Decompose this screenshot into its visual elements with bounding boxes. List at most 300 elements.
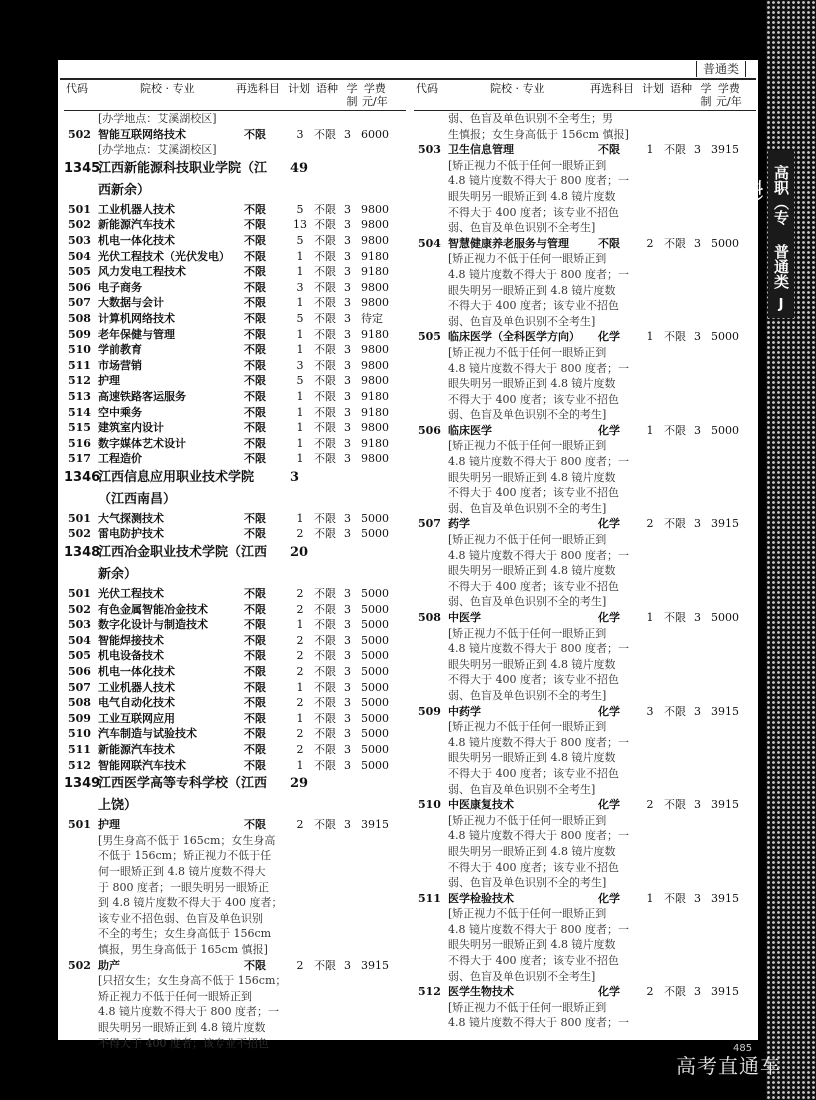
major-language: 不限 — [664, 423, 686, 437]
major-fee: 5000 — [361, 633, 389, 647]
school-row — [64, 467, 406, 489]
major-name: 大数据与会计 — [98, 296, 164, 310]
major-plan: 2 — [296, 649, 304, 663]
note-row — [64, 111, 406, 127]
major-language: 不限 — [664, 517, 686, 531]
major-subject: 不限 — [244, 602, 266, 616]
note-text: 4.8 镜片度数不得大于 800 度者；一 — [448, 735, 629, 749]
note-text: 4.8 镜片度数不得大于 800 度者；一 — [448, 1016, 629, 1030]
note-text: 4.8 镜片度数不得大于 800 度者；一 — [448, 548, 629, 562]
major-language: 不限 — [314, 633, 336, 647]
major-duration: 3 — [344, 818, 351, 832]
school-name: 江西新能源科技职业学院（江 — [98, 160, 268, 176]
major-subject: 不限 — [244, 421, 266, 435]
note-row — [414, 111, 756, 127]
note-text: 不得大于 400 度者；该专业不招色 — [448, 954, 619, 968]
major-name: 机电设备技术 — [98, 649, 164, 663]
note-text: 4.8 镜片度数不得大于 800 度者；一 — [98, 1005, 279, 1019]
major-language: 不限 — [314, 696, 336, 710]
major-row — [414, 797, 756, 813]
major-plan: 1 — [646, 611, 654, 624]
col-duration-header: 学 制 — [346, 82, 358, 108]
major-plan: 2 — [296, 527, 304, 541]
major-code: 503 — [68, 233, 91, 247]
note-text: 何一眼矫正到 4.8 镜片度数不得大 — [98, 864, 266, 878]
school-code: 1348 — [64, 545, 101, 561]
major-language: 不限 — [314, 405, 336, 419]
school-row-continued — [64, 795, 406, 817]
note-row — [414, 407, 756, 423]
col-language-header: 语种 — [316, 82, 338, 95]
major-row — [64, 711, 406, 727]
major-duration: 3 — [344, 127, 351, 141]
note-text: [办学地点：艾溪湖校区] — [98, 143, 217, 157]
major-duration: 3 — [344, 602, 351, 616]
major-name: 有色金属智能冶金技术 — [98, 602, 208, 616]
major-fee: 9180 — [361, 405, 389, 419]
page-number: 485 — [733, 1043, 753, 1054]
major-subject: 不限 — [244, 958, 266, 972]
note-text: 不得大于 400 度者；该专业不招色 — [448, 299, 619, 313]
major-plan: 1 — [296, 389, 304, 403]
major-language: 不限 — [314, 202, 336, 216]
note-row — [414, 283, 756, 299]
major-name: 建筑室内设计 — [98, 421, 164, 435]
major-language: 不限 — [664, 798, 686, 812]
major-plan: 1 — [296, 758, 304, 772]
major-plan: 2 — [296, 818, 304, 832]
note-text: [办学地点：艾溪湖校区] — [98, 112, 217, 125]
major-language: 不限 — [314, 818, 336, 832]
note-row — [64, 864, 406, 880]
school-name: 江西医学高等专科学校（江西 — [98, 776, 268, 792]
note-text: 不得大于 400 度者；该专业不招色 — [448, 579, 619, 593]
major-plan: 1 — [296, 680, 304, 694]
major-row — [64, 436, 406, 452]
major-row — [64, 617, 406, 633]
major-code: 510 — [68, 727, 91, 741]
note-text: 眼失明另一眼矫正到 4.8 镜片度数 — [448, 844, 616, 858]
school-row — [64, 542, 406, 564]
right-column — [414, 80, 756, 1040]
school-name-continued: 西新余） — [98, 182, 151, 198]
major-plan: 5 — [296, 374, 304, 388]
note-text: [矫正视力不低于任何一眼矫正到 — [448, 533, 607, 547]
school-code: 1345 — [64, 160, 101, 176]
note-row — [414, 953, 756, 969]
major-row — [64, 233, 406, 249]
note-text: 4.8 镜片度数不得大于 800 度者；一 — [448, 361, 629, 375]
note-row — [414, 766, 756, 782]
major-code: 516 — [68, 436, 91, 450]
major-duration: 3 — [344, 218, 351, 232]
note-row — [414, 657, 756, 673]
major-duration: 3 — [694, 798, 701, 812]
major-row — [64, 695, 406, 711]
major-subject: 化学 — [598, 985, 620, 999]
major-subject: 不限 — [244, 711, 266, 725]
major-fee: 5000 — [361, 587, 389, 601]
school-code: 1346 — [64, 469, 101, 485]
note-text: [矫正视力不低于任何一眼矫正到 — [448, 439, 607, 453]
major-plan: 3 — [296, 358, 304, 372]
note-text: 不得大于 400 度者；该专业不招色 — [448, 486, 619, 500]
major-name: 医学生物技术 — [448, 985, 514, 999]
major-duration: 3 — [344, 296, 351, 310]
major-name: 中药学 — [448, 704, 481, 718]
note-row — [414, 937, 756, 953]
major-code: 503 — [68, 618, 91, 632]
major-subject: 不限 — [244, 202, 266, 216]
major-duration: 3 — [344, 727, 351, 741]
major-plan: 2 — [296, 727, 304, 741]
major-duration: 3 — [694, 423, 701, 437]
school-name-continued: 上饶） — [98, 798, 138, 814]
major-subject: 不限 — [244, 343, 266, 357]
major-name: 智能网联汽车技术 — [98, 758, 186, 772]
major-duration: 3 — [344, 327, 351, 341]
major-duration: 3 — [344, 374, 351, 388]
watermark-text: 高考直通车 — [676, 1054, 781, 1078]
major-code: 501 — [68, 587, 91, 601]
major-duration: 3 — [344, 452, 351, 466]
note-row — [414, 594, 756, 610]
note-text: [矫正视力不低于任何一眼矫正到 — [448, 252, 607, 266]
major-plan: 2 — [296, 665, 304, 679]
note-row — [414, 298, 756, 314]
major-plan: 1 — [646, 423, 654, 437]
note-row — [64, 942, 406, 958]
major-row — [414, 704, 756, 720]
major-name: 工业机器人技术 — [98, 202, 175, 216]
major-duration: 3 — [344, 587, 351, 601]
major-code: 502 — [68, 602, 91, 616]
major-language: 不限 — [664, 330, 686, 344]
major-subject: 不限 — [244, 265, 266, 279]
major-fee: 3915 — [361, 958, 389, 972]
major-code: 509 — [68, 327, 91, 341]
major-plan: 2 — [646, 236, 654, 250]
major-row — [64, 817, 406, 833]
major-row — [64, 264, 406, 280]
note-row — [414, 485, 756, 501]
major-plan: 1 — [646, 330, 654, 344]
major-duration: 3 — [344, 421, 351, 435]
major-code: 502 — [68, 958, 91, 972]
major-duration: 3 — [344, 618, 351, 632]
school-name: 江西冶金职业技术学院（江西 — [98, 545, 268, 561]
major-language: 不限 — [314, 436, 336, 450]
note-text: 眼失明另一眼矫正到 4.8 镜片度数 — [98, 1020, 266, 1034]
major-language: 不限 — [314, 127, 336, 141]
major-plan: 2 — [646, 517, 654, 531]
major-plan: 1 — [646, 143, 654, 157]
side-tab-letter: J — [768, 292, 794, 318]
major-language: 不限 — [664, 236, 686, 250]
major-fee: 9800 — [361, 233, 389, 247]
major-duration: 3 — [694, 891, 701, 905]
major-language: 不限 — [314, 389, 336, 403]
major-fee: 3915 — [711, 517, 739, 531]
major-subject: 不限 — [244, 587, 266, 601]
major-fee: 5000 — [711, 423, 739, 437]
major-subject: 不限 — [244, 452, 266, 466]
major-row — [414, 329, 756, 345]
left-rows — [64, 111, 406, 1051]
col-school-major-header: 院校 · 专业 — [490, 82, 545, 95]
major-subject: 不限 — [244, 436, 266, 450]
major-plan: 1 — [296, 296, 304, 310]
note-row — [414, 750, 756, 766]
major-language: 不限 — [314, 280, 336, 294]
major-name: 工程造价 — [98, 452, 142, 466]
major-fee: 5000 — [361, 758, 389, 772]
major-plan: 2 — [296, 743, 304, 756]
note-text: 弱、色盲及单色识别不全考生] — [448, 782, 596, 796]
note-text: 弱、色盲及单色识别不全的考生] — [448, 408, 607, 422]
major-language: 不限 — [314, 587, 336, 601]
note-text: [矫正视力不低于任何一眼矫正到 — [448, 907, 607, 921]
major-row — [414, 610, 756, 626]
major-fee: 5000 — [361, 743, 389, 756]
major-language: 不限 — [314, 343, 336, 357]
major-subject: 不限 — [244, 218, 266, 232]
major-duration: 3 — [344, 958, 351, 972]
major-subject: 不限 — [244, 818, 266, 832]
major-plan: 1 — [296, 343, 304, 357]
major-code: 502 — [68, 218, 91, 232]
major-name: 中医学 — [448, 611, 481, 624]
major-plan: 1 — [296, 421, 304, 435]
major-plan: 1 — [296, 249, 304, 263]
major-code: 506 — [68, 665, 91, 679]
note-text: 4.8 镜片度数不得大于 800 度者；一 — [448, 267, 629, 281]
school-row-continued — [64, 564, 406, 586]
major-language: 不限 — [314, 665, 336, 679]
major-row — [64, 726, 406, 742]
note-text: 弱、色盲及单色识别不全的考生] — [448, 876, 607, 890]
major-name: 卫生信息管理 — [448, 143, 514, 157]
major-code: 502 — [68, 527, 91, 541]
major-code: 501 — [68, 511, 91, 525]
major-plan: 1 — [296, 618, 304, 632]
school-plan: 3 — [290, 469, 300, 485]
major-duration: 3 — [344, 389, 351, 403]
major-fee: 9180 — [361, 327, 389, 341]
major-plan: 13 — [293, 218, 307, 232]
major-fee: 5000 — [711, 236, 739, 250]
major-language: 不限 — [314, 358, 336, 372]
major-subject: 不限 — [244, 758, 266, 772]
note-row — [414, 392, 756, 408]
note-text: 不得大于 400 度者；该专业不招色 — [448, 673, 619, 687]
major-language: 不限 — [664, 611, 686, 624]
major-duration: 3 — [344, 343, 351, 357]
note-text: [矫正视力不低于任何一眼矫正到 — [448, 1000, 607, 1014]
note-row — [64, 989, 406, 1005]
major-subject: 不限 — [244, 743, 266, 756]
major-code: 512 — [68, 374, 91, 388]
major-name: 老年保健与管理 — [98, 327, 175, 341]
major-name: 机电一体化技术 — [98, 233, 175, 247]
major-duration: 3 — [344, 649, 351, 663]
major-name: 电子商务 — [98, 280, 142, 294]
note-row — [414, 688, 756, 704]
note-row — [64, 895, 406, 911]
major-plan: 1 — [296, 452, 304, 466]
major-duration: 3 — [344, 311, 351, 325]
note-text: [只招女生；女生身高不低于 156cm； — [98, 974, 287, 988]
major-code: 512 — [68, 758, 91, 772]
major-row — [64, 358, 406, 374]
major-row — [64, 280, 406, 296]
col-subject-header: 再选科目 — [590, 82, 634, 95]
school-row-continued — [64, 180, 406, 202]
major-duration: 3 — [344, 527, 351, 541]
major-fee: 5000 — [361, 618, 389, 632]
major-language: 不限 — [664, 143, 686, 157]
note-text: 不得大于 400 度者；该专业不招色 — [98, 1036, 269, 1050]
major-duration: 3 — [694, 985, 701, 999]
major-name: 新能源汽车技术 — [98, 218, 175, 232]
major-subject: 不限 — [244, 633, 266, 647]
major-subject: 不限 — [244, 389, 266, 403]
note-row — [414, 361, 756, 377]
major-name: 电气自动化技术 — [98, 696, 175, 710]
major-language: 不限 — [314, 618, 336, 632]
major-subject: 化学 — [598, 891, 620, 905]
major-fee: 5000 — [711, 330, 739, 344]
note-text: 眼失明另一眼矫正到 4.8 镜片度数 — [448, 564, 616, 578]
note-row — [414, 548, 756, 564]
major-name: 助产 — [98, 958, 120, 972]
major-plan: 3 — [296, 280, 304, 294]
note-text: [矫正视力不低于任何一眼矫正到 — [448, 158, 607, 172]
major-code: 509 — [418, 704, 441, 718]
note-text: [矫正视力不低于任何一眼矫正到 — [448, 626, 607, 640]
note-text: [男生身高不低于 165cm；女生身高 — [98, 833, 276, 847]
major-language: 不限 — [314, 958, 336, 972]
note-text: [矫正视力不低于任何一眼矫正到 — [448, 813, 607, 827]
major-plan: 1 — [296, 436, 304, 450]
note-row — [64, 848, 406, 864]
major-name: 药学 — [448, 517, 470, 531]
major-code: 504 — [68, 249, 91, 263]
major-subject: 不限 — [244, 405, 266, 419]
major-duration: 3 — [344, 280, 351, 294]
major-duration: 3 — [344, 696, 351, 710]
major-row — [64, 202, 406, 218]
major-code: 501 — [68, 202, 91, 216]
note-text: 弱、色盲及单色识别不全考生] — [448, 969, 596, 983]
major-fee: 待定 — [361, 311, 383, 325]
note-row — [414, 641, 756, 657]
major-fee: 9800 — [361, 374, 389, 388]
major-row — [64, 342, 406, 358]
major-subject: 不限 — [244, 727, 266, 741]
note-text: 不得大于 400 度者；该专业不招色 — [448, 205, 619, 219]
major-row — [414, 984, 756, 1000]
major-subject: 不限 — [244, 618, 266, 632]
major-code: 502 — [68, 127, 91, 141]
major-plan: 2 — [646, 798, 654, 812]
note-row — [64, 1020, 406, 1036]
major-fee: 5000 — [361, 711, 389, 725]
major-subject: 不限 — [244, 649, 266, 663]
major-code: 511 — [68, 743, 91, 756]
major-language: 不限 — [314, 452, 336, 466]
major-fee: 9800 — [361, 280, 389, 294]
major-fee: 5000 — [361, 527, 389, 541]
major-name: 汽车制造与试验技术 — [98, 727, 197, 741]
major-name: 数字媒体艺术设计 — [98, 436, 186, 450]
major-fee: 9180 — [361, 265, 389, 279]
major-code: 507 — [68, 680, 91, 694]
note-row — [414, 314, 756, 330]
major-name: 数字化设计与制造技术 — [98, 618, 208, 632]
note-text: 不得大于 400 度者；该专业不招色 — [448, 392, 619, 406]
major-code: 514 — [68, 405, 91, 419]
major-row — [64, 295, 406, 311]
major-fee: 5000 — [711, 611, 739, 624]
major-fee: 9800 — [361, 296, 389, 310]
major-row — [414, 516, 756, 532]
note-row — [414, 813, 756, 829]
major-code: 507 — [68, 296, 91, 310]
note-text: 不全的考生；女生身高低于 156cm — [98, 927, 272, 941]
major-language: 不限 — [314, 421, 336, 435]
note-row — [414, 267, 756, 283]
major-code: 510 — [418, 798, 441, 812]
major-plan: 1 — [296, 711, 304, 725]
note-text: 不低于 156cm；矫正视力不低于任 — [98, 849, 272, 863]
major-plan: 2 — [646, 985, 654, 999]
note-row — [414, 672, 756, 688]
note-row — [414, 626, 756, 642]
major-duration: 3 — [344, 511, 351, 525]
note-text: 眼失明另一眼矫正到 4.8 镜片度数 — [448, 657, 616, 671]
note-row — [414, 922, 756, 938]
note-row — [414, 1015, 756, 1031]
major-row — [64, 451, 406, 467]
note-row — [64, 1036, 406, 1052]
note-row — [414, 1000, 756, 1016]
major-subject: 不限 — [244, 233, 266, 247]
note-text: 不得大于 400 度者；该专业不招色 — [448, 860, 619, 874]
note-row — [414, 345, 756, 361]
major-subject: 化学 — [598, 330, 620, 344]
major-fee: 5000 — [361, 727, 389, 741]
note-row — [414, 454, 756, 470]
major-row — [64, 742, 406, 758]
major-code: 507 — [418, 517, 441, 531]
note-text: 矫正视力不低于任何一眼矫正到 — [98, 989, 252, 1003]
major-name: 雷电防护技术 — [98, 527, 164, 541]
major-subject: 化学 — [598, 517, 620, 531]
major-code: 508 — [68, 696, 91, 710]
note-text: 弱、色盲及单色识别不全的考生] — [448, 595, 607, 609]
major-name: 风力发电工程技术 — [98, 265, 186, 279]
section-header-label: 普通类 — [696, 61, 746, 77]
major-code: 505 — [68, 649, 91, 663]
note-row — [414, 969, 756, 985]
major-name: 智能焊接技术 — [98, 633, 164, 647]
major-language: 不限 — [314, 711, 336, 725]
major-row — [64, 405, 406, 421]
major-language: 不限 — [314, 233, 336, 247]
note-row — [64, 911, 406, 927]
note-row — [64, 973, 406, 989]
